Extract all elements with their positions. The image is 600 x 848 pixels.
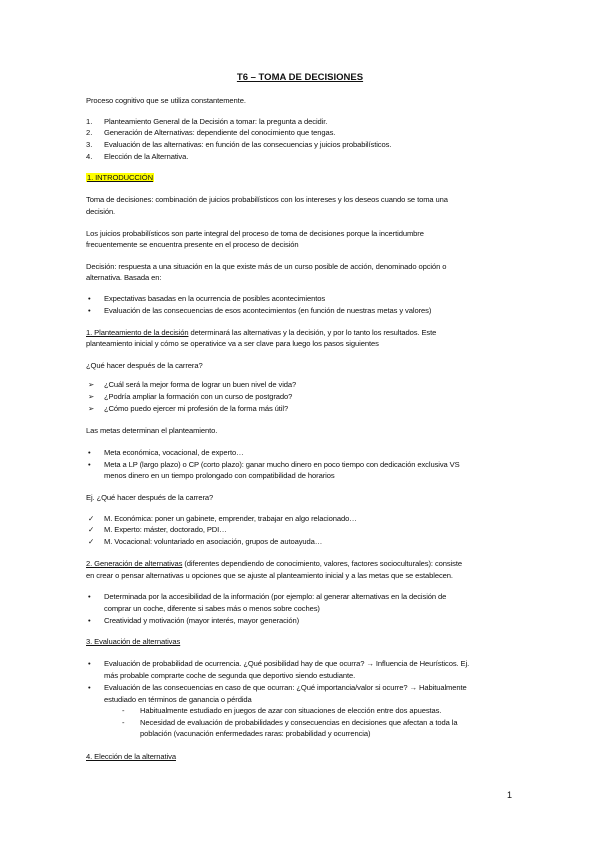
dash-bullet: -	[122, 706, 125, 715]
list-item: Determinada por la accesibilidad de la información (por ejemplo: al generar alternativas en la decisión de	[104, 592, 447, 601]
subheading-generacion: 2. Generación de alternativas	[86, 559, 183, 568]
paragraph-line: alternativa. Basada en:	[86, 273, 162, 282]
arrow-bullet-icon: ➢	[88, 380, 95, 389]
section-heading-introduccion	[86, 173, 154, 183]
step-text: Generación de Alternativas: dependiente del conocimiento que tengas.	[104, 128, 336, 137]
bullet-icon: •	[88, 592, 91, 601]
paragraph-line	[86, 559, 462, 569]
arrow-bullet-icon: ➢	[88, 404, 95, 413]
paragraph-line	[86, 752, 176, 762]
list-item: Necesidad de evaluación de probabilidades y consecuencias en decisiones que afectan a toda la	[140, 718, 458, 727]
paragraph-line: Decisión: respuesta a una situación en la que existe más de un curso posible de acción, denominado opción o	[86, 262, 447, 271]
list-item: M. Económica: poner un gabinete, emprender, trabajar en algo relacionado…	[104, 514, 357, 523]
list-item: Habitualmente estudiado en juegos de azar con situaciones de elección entre dos apuestas.	[140, 706, 442, 715]
bullet-icon: •	[88, 460, 91, 469]
intro-text: Proceso cognitivo que se utiliza constantemente.	[86, 96, 246, 105]
check-icon: ✓	[88, 537, 95, 546]
page-title: T6 – TOMA DE DECISIONES	[236, 72, 364, 83]
paragraph-line: Las metas determinan el planteamiento.	[86, 426, 218, 435]
list-item: M. Experto: máster, doctorado, PDI…	[104, 525, 227, 534]
step-number: 2.	[86, 128, 93, 137]
list-item-continuation: población (vacunación enfermedades raras: probabilidad y ocurrencia)	[140, 729, 371, 738]
list-item: ¿Cómo puedo ejercer mi profesión de la forma más útil?	[104, 404, 289, 413]
list-item: ¿Podría ampliar la formación con un curso de postgrado?	[104, 392, 293, 401]
step-text: Elección de la Alternativa.	[104, 152, 189, 161]
paragraph-line: frecuentemente se encuentra presente en el proceso de decisión	[86, 240, 299, 249]
bullet-icon: •	[88, 683, 91, 692]
paragraph-line	[86, 637, 180, 647]
subheading-evaluacion: 3. Evaluación de alternativas	[86, 637, 181, 646]
step-text: Evaluación de las alternativas: en función de las consecuencias y juicios probabilísticos.	[104, 140, 392, 149]
list-item: Meta a LP (largo plazo) o CP (corto plazo): ganar mucho dinero en poco tiempo con dedicación exclusiva VS	[104, 460, 460, 469]
paragraph-line: en crear o pensar alternativas u opciones que se ajuste al planteamiento inicial y a las metas que se establecen.	[86, 571, 453, 580]
subheading-eleccion: 4. Elección de la alternativa	[86, 752, 176, 761]
subheading-planteamiento: 1. Planteamiento de la decisión	[86, 328, 189, 337]
highlighted-heading: 1. INTRODUCCIÓN	[87, 173, 154, 182]
bullet-icon: •	[88, 294, 91, 303]
paragraph-line	[86, 328, 436, 338]
check-icon: ✓	[88, 514, 95, 523]
list-item-continuation: estudiado en términos de ganancia o pérdida	[104, 695, 252, 704]
list-item: M. Vocacional: voluntariado en asociación, grupos de autoayuda…	[104, 537, 323, 546]
list-item: Evaluación de las consecuencias en caso de que ocurran: ¿Qué importancia/valor si ocurre? → Habitualmente	[104, 683, 467, 692]
list-item: ¿Cuál será la mejor forma de lograr un buen nivel de vida?	[104, 380, 297, 389]
list-item: Evaluación de las consecuencias de esos acontecimientos (en función de nuestras metas y valores)	[104, 306, 432, 315]
list-item: Evaluación de probabilidad de ocurrencia. ¿Qué posibilidad hay de que ocurra? → Influencia de Heurísticos. Ej.	[104, 659, 470, 668]
list-item: Expectativas basadas en la ocurrencia de posibles acontecimientos	[104, 294, 326, 303]
paragraph-line: Los juicios probabilísticos son parte integral del proceso de toma de decisiones porque la incertidumbre	[86, 229, 424, 238]
page-number: 1	[506, 790, 512, 800]
step-number: 4.	[86, 152, 93, 161]
bullet-icon: •	[88, 448, 91, 457]
check-icon: ✓	[88, 525, 95, 534]
question-line: ¿Qué hacer después de la carrera?	[86, 361, 203, 370]
list-item-continuation: menos dinero en un tiempo prolongado con compatibilidad de horarios	[104, 471, 335, 480]
paragraph-line: planteamiento inicial y cómo se operativice va a ser clave para luego los pasos siguientes	[86, 339, 379, 348]
list-item: Creatividad y motivación (mayor interés, mayor generación)	[104, 616, 300, 625]
paragraph-rest: determinará las alternativas y la decisión, y por lo tanto los resultados. Este	[188, 328, 437, 337]
bullet-icon: •	[88, 306, 91, 315]
step-number: 1.	[86, 117, 93, 126]
dash-bullet: -	[122, 718, 125, 727]
list-item-continuation: más probable comprarte coche de segunda que deportivo siendo estudiante.	[104, 671, 356, 680]
arrow-bullet-icon: ➢	[88, 392, 95, 401]
paragraph-line: decisión.	[86, 207, 116, 216]
list-item-continuation: comprar un coche, diferente si sabes más o menos sobre coches)	[104, 604, 320, 613]
step-text: Planteamiento General de la Decisión a tomar: la pregunta a decidir.	[104, 117, 328, 126]
paragraph-rest: (diferentes dependiendo de conocimiento, valores, factores socioculturales): consiste	[182, 559, 463, 568]
step-number: 3.	[86, 140, 93, 149]
paragraph-line: Toma de decisiones: combinación de juicios probabilísticos con los intereses y los deseos cuando se toma una	[86, 195, 448, 204]
example-line: Ej. ¿Qué hacer después de la carrera?	[86, 493, 214, 502]
bullet-icon: •	[88, 659, 91, 668]
list-item: Meta económica, vocacional, de experto…	[104, 448, 244, 457]
bullet-icon: •	[88, 616, 91, 625]
